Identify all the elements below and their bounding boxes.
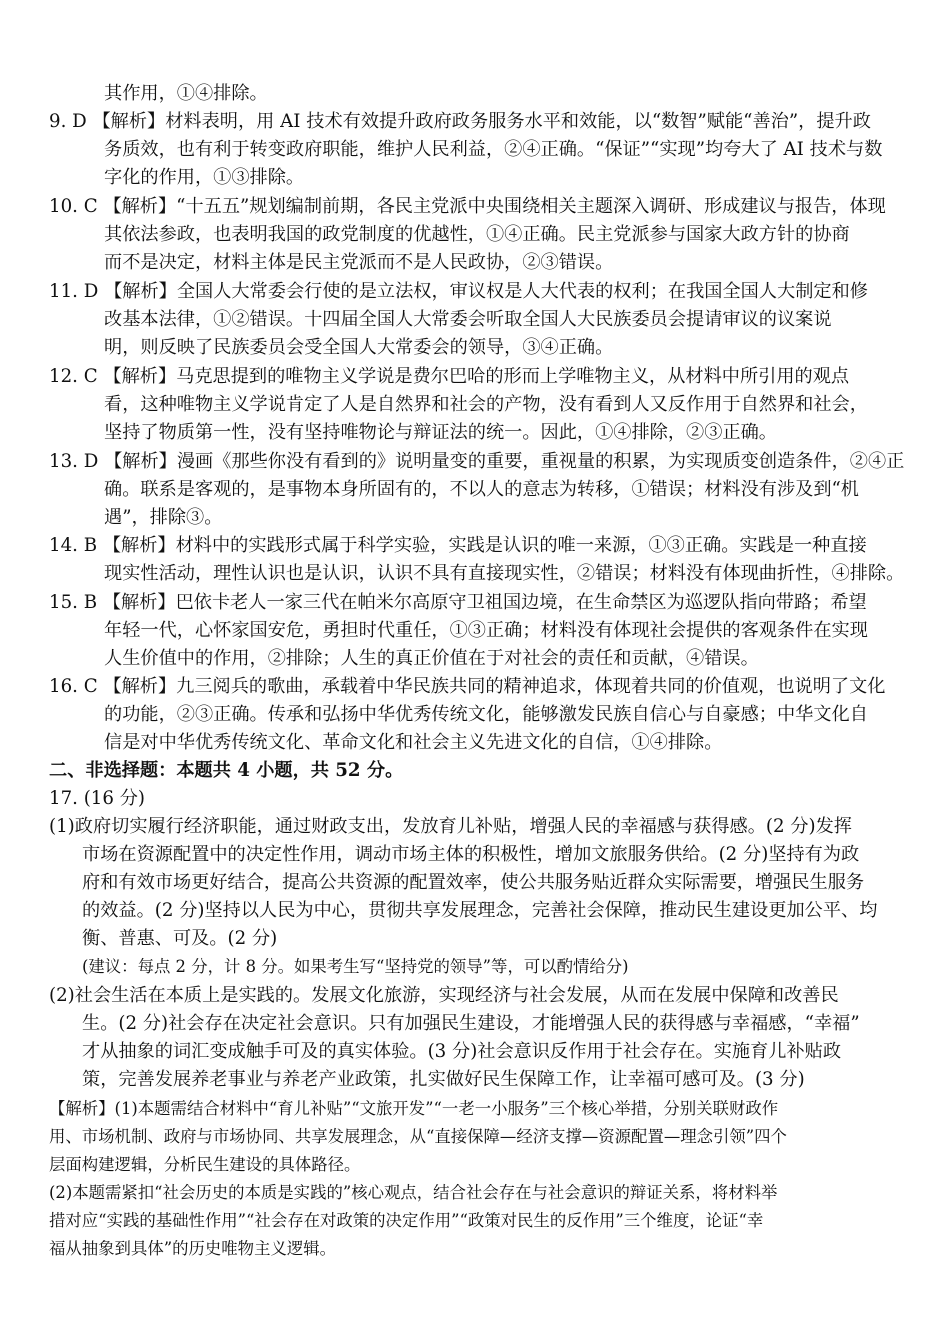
- part-2-line: (2)社会生活在本质上是实践的。发展文化旅游，实现经济与社会发展，从而在发展中保障和改善民: [49, 985, 839, 1006]
- answer-11-line: 改基本法律，①②错误。十四届全国人大常委会听取全国人大民族委员会提请审议的议案说: [104, 309, 832, 330]
- answer-16-line: 信是对中华优秀传统文化、革命文化和社会主义先进文化的自信，①④排除。: [104, 732, 723, 753]
- answer-11-line: 明，则反映了民族委员会受全国人大常委会的领导，③④正确。: [104, 337, 614, 358]
- answer-14-line: 现实性活动，理性认识也是认识，认识不具有直接现实性，②错误；材料没有体现曲折性，④排除。: [104, 563, 905, 584]
- answer-10-line: 10. C 【解析】“十五五”规划编制前期，各民主党派中央围绕相关主题深入调研、形成建议与报告，体现: [49, 196, 886, 217]
- answer-10-line: 其依法参政，也表明我国的政党制度的优越性，①④正确。民主党派参与国家大政方针的协商: [104, 224, 850, 245]
- answer-13-line: 13. D 【解析】漫画《那些你没有看到的》说明量变的重要，重视量的积累，为实现质变创造条件，②④正: [49, 451, 905, 472]
- answer-9-line: 务质效，也有利于转变政府职能，维护人民利益，②④正确。“保证”“实现”均夸大了 AI 技术与数: [104, 139, 883, 160]
- answer-9-line: 字化的作用，①③排除。: [104, 167, 305, 188]
- answer-15-line: 年轻一代，心怀家国安危，勇担时代重任，①③正确；材料没有体现社会提供的客观条件在实现: [104, 620, 868, 641]
- part-1-line: (1)政府切实履行经济职能，通过财政支出，发放育儿补贴，增强人民的幸福感与获得感。(2 分)发挥: [49, 816, 852, 837]
- answer-12-line: 看，这种唯物主义学说肯定了人是自然界和社会的产物，没有看到人又反作用于自然界和社会，: [104, 394, 868, 415]
- analysis-2-line: 措对应“实践的基础性作用”“社会存在对政策的决定作用”“政策对民生的反作用”三个维度，论证“幸: [49, 1211, 764, 1230]
- analysis-1-line: 【解析】(1)本题需结合材料中“育儿补贴”“文旅开发”“一老一小服务”三个核心举措，分别关联财政作: [49, 1099, 779, 1118]
- analysis-1-line: 用、市场机制、政府与市场协同、共享发展理念，从“直接保障—经济支撑—资源配置—理念引领”四个: [49, 1127, 787, 1146]
- answer-16-line: 16. C 【解析】九三阅兵的歌曲，承载着中华民族共同的精神追求，体现着共同的价值观，也说明了文化: [49, 676, 886, 697]
- answer-15-line: 人生价值中的作用，②排除；人生的真正价值在于对社会的责任和贡献，④错误。: [104, 648, 759, 669]
- answer-13-line: 遇”，排除③。: [104, 507, 223, 528]
- part-1-line: 府和有效市场更好结合，提高公共资源的配置效率，使公共服务贴近群众实际需要，增强民生服务: [82, 872, 865, 893]
- part-1-line: 的效益。(2 分)坚持以人民为中心，贯彻共享发展理念，完善社会保障，推动民生建设更加公平、均: [82, 900, 878, 921]
- answer-15-line: 15. B 【解析】巴依卡老人一家三代在帕米尔高原守卫祖国边境，在生命禁区为巡逻队指向带路；希望: [49, 592, 867, 613]
- text-line: 其作用，①④排除。: [104, 83, 268, 104]
- analysis-2-line: 福从抽象到具体”的历史唯物主义逻辑。: [49, 1239, 337, 1258]
- section-heading: 二、非选择题：本题共 4 小题，共 52 分。: [49, 760, 404, 781]
- answer-12-line: 12. C 【解析】马克思提到的唯物主义学说是费尔巴哈的形而上学唯物主义，从材料中所引用的观点: [49, 366, 850, 387]
- scoring-note: (建议：每点 2 分，计 8 分。如果考生写“坚持党的领导”等，可以酌情给分): [82, 957, 629, 976]
- answer-10-line: 而不是决定，材料主体是民主党派而不是人民政协，②③错误。: [104, 252, 614, 273]
- answer-16-line: 的功能，②③正确。传承和弘扬中华优秀传统文化，能够激发民族自信心与自豪感；中华文化自: [104, 704, 868, 725]
- part-1-line: 市场在资源配置中的决定性作用，调动市场主体的积极性，增加文旅服务供给。(2 分)坚持有为政: [82, 844, 860, 865]
- part-2-line: 才从抽象的词汇变成触手可及的真实体验。(3 分)社会意识反作用于社会存在。实施育儿补贴政: [82, 1041, 842, 1062]
- question-17-label: 17. (16 分): [49, 788, 146, 809]
- analysis-2-line: (2)本题需紧扣“社会历史的本质是实践的”核心观点，结合社会存在与社会意识的辩证关系，将材料举: [49, 1183, 778, 1202]
- part-1-line: 衡、普惠、可及。(2 分): [82, 928, 278, 949]
- part-2-line: 生。(2 分)社会存在决定社会意识。只有加强民生建设，才能增强人民的获得感与幸福感，“幸福”: [82, 1013, 860, 1034]
- answer-14-line: 14. B 【解析】材料中的实践形式属于科学实验，实践是认识的唯一来源，①③正确。实践是一种直接: [49, 535, 867, 556]
- answer-9-line: 9. D 【解析】材料表明，用 AI 技术有效提升政府政务服务水平和效能，以“数智”赋能“善治”，提升政: [49, 111, 871, 132]
- part-2-line: 策，完善发展养老事业与养老产业政策，扎实做好民生保障工作，让幸福可感可及。(3 分): [82, 1069, 805, 1090]
- answer-11-line: 11. D 【解析】全国人大常委会行使的是立法权，审议权是人大代表的权利；在我国全国人大制定和修: [49, 281, 868, 302]
- answer-12-line: 坚持了物质第一性，没有坚持唯物论与辩证法的统一。因此，①④排除，②③正确。: [104, 422, 777, 443]
- analysis-1-line: 层面构建逻辑，分析民生建设的具体路径。: [49, 1155, 361, 1174]
- answer-13-line: 确。联系是客观的，是事物本身所固有的，不以人的意志为转移，①错误；材料没有涉及到“机: [104, 479, 859, 500]
